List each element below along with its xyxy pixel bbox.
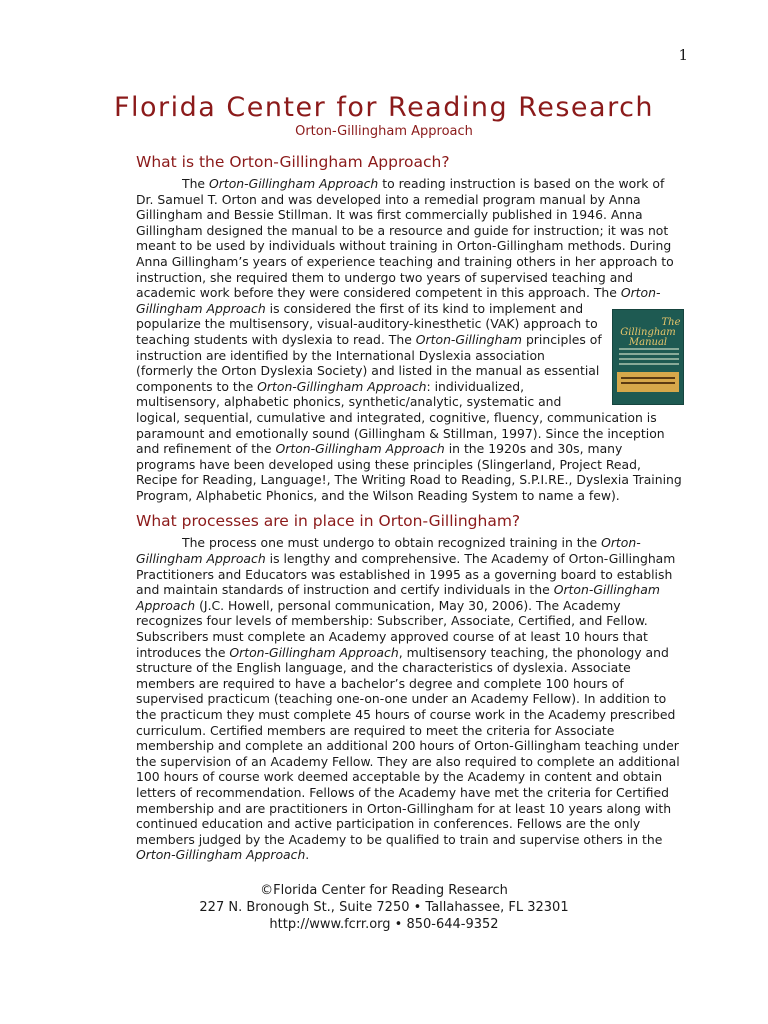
- gillingham-manual-cover-image: [612, 309, 684, 405]
- text-run: is lengthy and comprehensive. The Academy of Orton-Gillingham Practitioners and Educators was established in 1995 as a governing board to establish and maintain standards of instruction and certify individuals in the: [136, 551, 676, 598]
- italic-term: Orton-Gillingham Approach: [208, 176, 379, 191]
- text-run: , multisensory teaching, the phonology and structure of the English language, and the characteristics of dyslexia. Associate members are required to have a bachelor’s degree and complete 100 hours of supervised practicum (teaching one-on-one under an Academy Fellow). In addition to the practicum they must complete 45 hours of course work in the Academy prescribed curriculum. Certified members are required to meet the criteria for Associate membership and complete an additional 200 hours of Orton-Gillingham teaching under the supervision of an Academy Fellow. They are also required to complete an additional 100 hours of course work deemed acceptable by the Academy in content and obtain letters of recommendation. Fellows of the Academy have met the criteria for Certified membership and are practitioners in Orton-Gillingham for at least 10 years along with continued education and active participation in conferences. Fellows are the only members judged by the Academy to be qualified to train and supervise others in the: [136, 644, 680, 847]
- footer-contact: http://www.fcrr.org • 850-644-9352: [269, 917, 499, 932]
- italic-term: Orton-Gillingham Approach: [229, 644, 399, 660]
- italic-term: Orton-Gillingham Approach: [136, 535, 641, 567]
- italic-term: Orton-Gillingham Approach: [275, 441, 445, 457]
- section-paragraph-processes: [136, 535, 684, 862]
- document-body: [136, 152, 684, 863]
- text-run: (J.C. Howell, personal communication, May 30, 2006). The Academy recognizes four levels of membership: Subscriber, Associate, Certified, and Fellow. Subscribers must complete an Academy approved course of at least 10 hours that introduces the: [136, 597, 648, 660]
- text-run: in the 1920s and 30s, many programs have been developed using these principles (Slingerland, Project Read, Recipe for Reading, Language!, The Writing Road to Reading, S.P.I.RE., Dyslexia Training Program, Alphabetic Phonics, and the Wilson Reading System to name a few).: [136, 441, 682, 503]
- footer-address: 227 N. Bronough St., Suite 7250 • Tallahassee, FL 32301: [199, 900, 569, 915]
- text-run: is considered the first of its kind to implement and popularize the multisensory, visual-auditory-kinesthetic (VAK) approach to teaching students with dyslexia to read. The: [136, 300, 598, 347]
- italic-term: Orton-Gillingham: [415, 331, 522, 347]
- page-number: 1: [678, 46, 688, 64]
- section-heading-what-is: What is the Orton-Gillingham Approach?: [136, 153, 450, 171]
- book-cover-title: The Gillingham Manual: [620, 316, 681, 348]
- italic-term: Orton-Gillingham Approach: [136, 847, 306, 863]
- text-run: The process one must undergo to obtain recognized training in the: [182, 535, 602, 551]
- italic-term: Orton-Gillingham Approach: [257, 378, 427, 394]
- page-title: Florida Center for Reading Research: [113, 92, 655, 123]
- italic-term: Orton-Gillingham Approach: [136, 582, 660, 613]
- footer-copyright: ©Florida Center for Reading Research: [260, 883, 508, 898]
- page-footer: [0, 882, 768, 933]
- section-paragraph-what-is: [136, 176, 684, 503]
- text-run: to reading instruction is based on the work of Dr. Samuel T. Orton and was developed into a remedial program manual by Anna Gillingham and Bessie Stillman. It was first commercially published in 1946. Anna Gillingham designed the manual to be a resource and guide for instruction; it was not meant to be used by individuals without training in Orton-Gillingham methods. During Anna Gillingham’s years of experience teaching and training others in her approach to instruction, she required them to undergo two years of supervised teaching and academic work before they were considered competent in this approach. The: [136, 176, 674, 301]
- text-run: The: [182, 176, 209, 191]
- book-cover-subtitle-lines: [619, 348, 679, 368]
- section-heading-processes: What processes are in place in Orton-Gillingham?: [136, 512, 521, 531]
- page-subtitle: Orton-Gillingham Approach: [295, 124, 473, 139]
- text-run: : individualized, multisensory, alphabetic phonics, synthetic/analytic, systematic and logical, sequential, cumulative and integrated, cognitive, fluency, communication is paramount and emotionally sound (Gillingham & Stillman, 1997). Since the inception and refinement of the: [136, 378, 665, 457]
- text-run: principles of instruction are identified by the International Dyslexia association (formerly the Orton Dyslexia Society) and listed in the manual as essential components to the: [136, 331, 602, 394]
- book-cover-author-lines: [621, 377, 675, 387]
- italic-term: Orton-Gillingham Approach: [136, 285, 661, 316]
- text-run: .: [305, 847, 310, 863]
